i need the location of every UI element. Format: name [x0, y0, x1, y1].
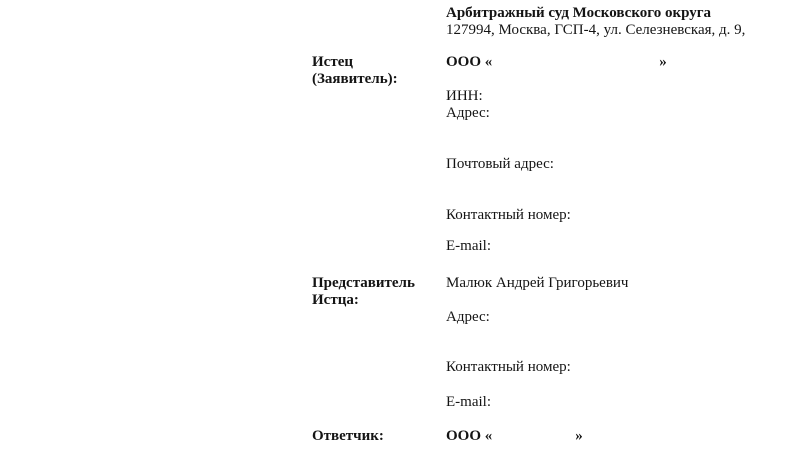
- plaintiff-label-line2: (Заявитель):: [312, 71, 398, 87]
- plaintiff-company-blank: [492, 65, 659, 66]
- representative-name: Малюк Андрей Григорьевич: [446, 275, 629, 291]
- representative-email-label: E-mail:: [446, 394, 491, 410]
- court-name: Арбитражный суд Московского округа: [446, 5, 712, 21]
- plaintiff-company-name: [446, 54, 667, 71]
- court-address: 127994, Москва, ГСП-4, ул. Селезневская, д. 9,: [446, 22, 746, 38]
- plaintiff-inn-label: ИНН:: [446, 88, 483, 104]
- defendant-company-blank: [492, 439, 575, 440]
- defendant-company-name: [446, 428, 583, 445]
- plaintiff-email-label: E-mail:: [446, 238, 491, 254]
- defendant-label: Ответчик:: [312, 428, 384, 444]
- plaintiff-label-line1: Истец: [312, 54, 353, 70]
- plaintiff-phone-label: Контактный номер:: [446, 207, 571, 223]
- plaintiff-company-prefix: ООО «: [446, 54, 493, 70]
- representative-label-line2: Истца:: [312, 292, 359, 308]
- defendant-company-suffix: »: [575, 428, 583, 444]
- plaintiff-postal-address-label: Почтовый адрес:: [446, 156, 554, 172]
- defendant-company-prefix: ООО «: [446, 428, 493, 444]
- representative-phone-label: Контактный номер:: [446, 359, 571, 375]
- representative-label-line1: Представитель: [312, 275, 415, 291]
- plaintiff-company-suffix: »: [659, 54, 667, 70]
- representative-address-label: Адрес:: [446, 309, 490, 325]
- plaintiff-address-label: Адрес:: [446, 105, 490, 121]
